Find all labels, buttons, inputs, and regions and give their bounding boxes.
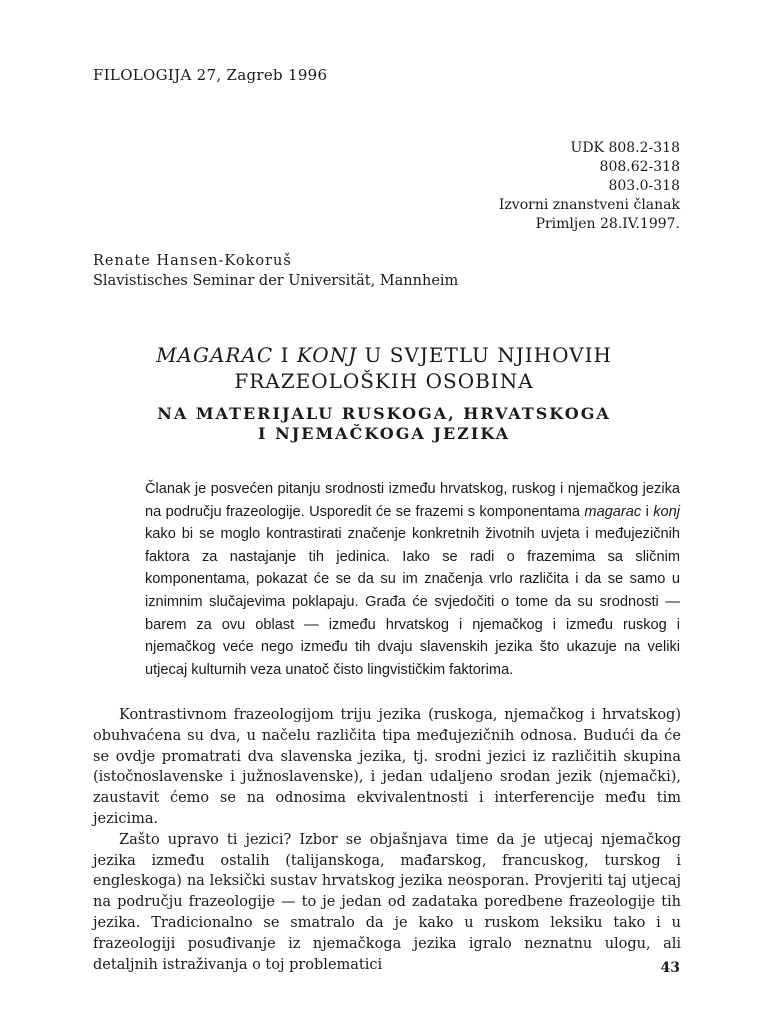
abstract-term-konj: konj — [653, 503, 681, 520]
title-line-1 — [60, 342, 708, 368]
article-title — [60, 342, 708, 394]
abstract-text: Članak je posvećen pitanju srodnosti između hrvatskog, ruskog i njemačkog jezika na području frazeologije. Usporedit će se frazemi s komponentama — [145, 481, 680, 520]
title-rest: U SVJETLU NJIHOVIH — [357, 343, 612, 367]
body-paragraph: Kontrastivnom frazeologijom triju jezika (ruskoga, njemačkog i hrvatskog) obuhvaćena su dva, u načelu različita tipa međujezičnih odnosa. Budući da će se ovdje promatrati dva slavenska jezika, tj. srodni jezici iz različitih skupina (istočnoslavenske i južnoslavenske), i jedan udaljeno srodan jezik (njemački), zaustavit ćemo se na odnosima ekvivalentnosti i interferencije među tim jezicima. — [93, 707, 681, 827]
author-affiliation: Slavistisches Seminar der Universität, Mannheim — [93, 273, 459, 289]
udk-line: 803.0-318 — [608, 178, 680, 194]
page-number: 43 — [660, 960, 680, 976]
body-text — [93, 705, 681, 975]
abstract-text: i — [641, 503, 654, 520]
abstract-text: kako bi se moglo kontrastirati značenje konkretnih životnih uvjeta i međujezičnih faktora za nastajanje tih jedinica. Iako se radi o frazemima sa sličnim komponentama, pokazat će se da su im značenja vrlo različita i da se samo u iznimnim slučajevima poklapaju. Građa će svjedočiti o tome da su srodnosti — barem za ovu oblast — između hrvatskog i njemačkog i između ruskog i njemačkog veće nego između tih dvaju slavenskih jezika što ukazuje na veliki utjecaj kulturnih veza unatoč čisto lingvističkim faktorima. — [145, 526, 680, 678]
title-word-konj: KONJ — [296, 343, 358, 367]
subtitle-line-1: NA MATERIJALU RUSKOGA, HRVATSKOGA — [157, 404, 611, 423]
received-date: Primljen 28.IV.1997. — [535, 216, 680, 232]
title-line-2: FRAZEOLOŠKIH OSOBINA — [234, 369, 534, 393]
udk-line: UDK 808.2-318 — [570, 140, 680, 156]
udk-line: 808.62-318 — [599, 159, 680, 175]
journal-reference: FILOLOGIJA 27, Zagreb 1996 — [93, 66, 328, 84]
subtitle-line-2: I NJEMAČKOGA JEZIKA — [258, 424, 510, 443]
abstract — [145, 478, 680, 681]
title-conjunction: I — [273, 343, 297, 367]
classification-block — [499, 139, 680, 234]
abstract-term-magarac: magarac — [584, 503, 642, 520]
body-paragraph: Zašto upravo ti jezici? Izbor se objašnjava time da je utjecaj njemačkog jezika između ostalih (talijanskoga, mađarskog, francuskog, turskog i engleskoga) na leksički sustav hrvatskog jezika neosporan. Provjeriti taj utjecaj na području frazeologije — to je jedan od zadataka poredbene frazeologije tih jezika. Tradicionalno se smatralo da je kako u ruskom leksiku tako i u frazeologiji posuđivanje iz njemačkoga jezika igralo neznatnu ulogu, ali detaljnih istraživanja o toj problematici — [93, 831, 681, 973]
author-block — [93, 251, 458, 291]
article-subtitle — [60, 404, 708, 444]
author-name: Renate Hansen-Kokoruš — [93, 253, 292, 269]
title-word-magarac: MAGARAC — [156, 343, 274, 367]
article-type: Izvorni znanstveni članak — [498, 197, 680, 213]
